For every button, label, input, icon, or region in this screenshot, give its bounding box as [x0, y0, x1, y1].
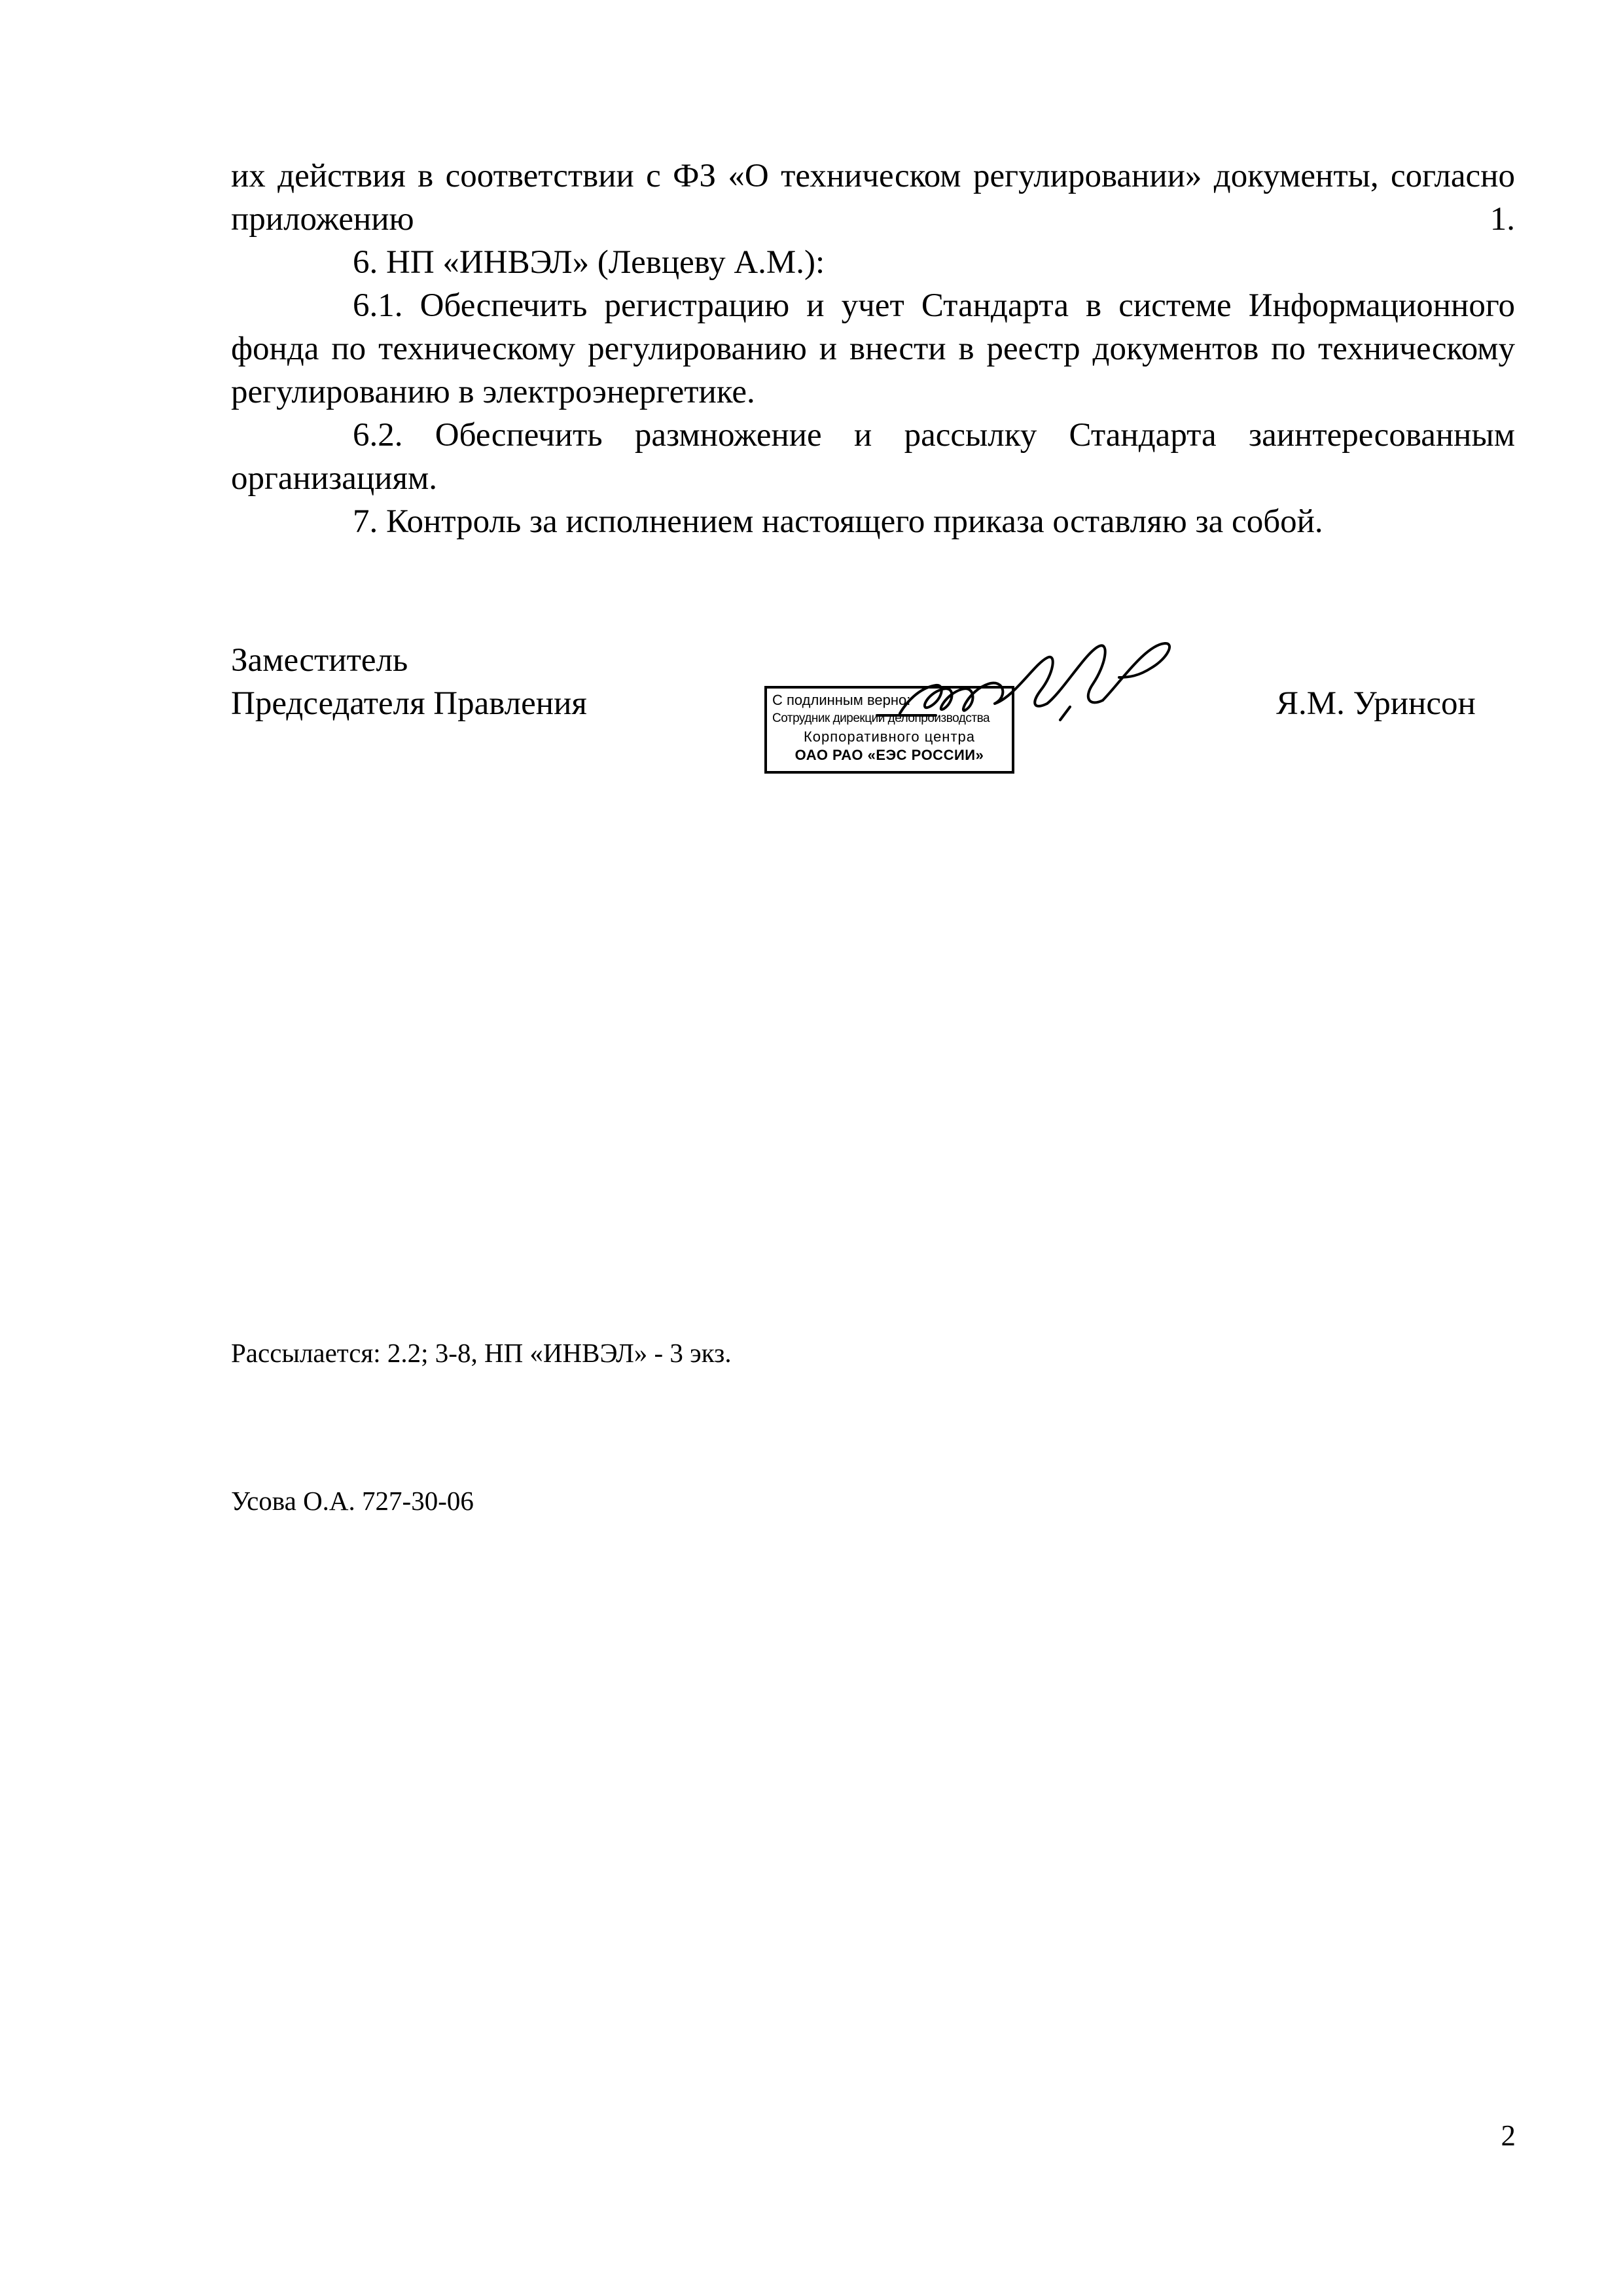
signatory-title [231, 639, 587, 725]
paragraph-item-6-1: 6.1. Обеспечить регистрацию и учет Стандарта в системе Информационного фонда по техническому регулированию и внести в реестр документов по техническому регулированию в электроэнергетике. [231, 287, 1515, 410]
paragraph-item-7: 7. Контроль за исполнением настоящего приказа оставляю за собой. [353, 503, 1323, 540]
page-number: 2 [1501, 2119, 1516, 2152]
body-text [231, 154, 1515, 543]
stamp-line3: Корпоративного центра [803, 728, 976, 745]
paragraph-item-6: 6. НП «ИНВЭЛ» (Левцеву А.М.): [353, 244, 825, 281]
stamp-line2: Сотрудник дирекции делопроизводства [772, 711, 990, 725]
executor-contact: Усова О.А. 727-30-06 [231, 1486, 474, 1516]
stamp-line4: ОАО РАО «ЕЭС РОССИИ» [794, 747, 984, 763]
paragraph-item-6-2: 6.2. Обеспечить размножение и рассылку Стандарта заинтересованным организациям. [231, 417, 1515, 497]
signer-name: Я.М. Уринсон [1276, 685, 1476, 722]
signatory-title-line2: Председателя Правления [231, 685, 587, 722]
distribution-list: Рассылается: 2.2; 3-8, НП «ИНВЭЛ» - 3 экз. [231, 1338, 732, 1368]
stamp-line1: С подлинным верно: [772, 692, 911, 708]
paragraph-continuation: их действия в соответствии с ФЗ «О техническом регулировании» документы, согласно приложению 1. [231, 158, 1515, 238]
handwritten-signature [838, 638, 1178, 730]
signatory-title-line1: Заместитель [231, 642, 408, 679]
